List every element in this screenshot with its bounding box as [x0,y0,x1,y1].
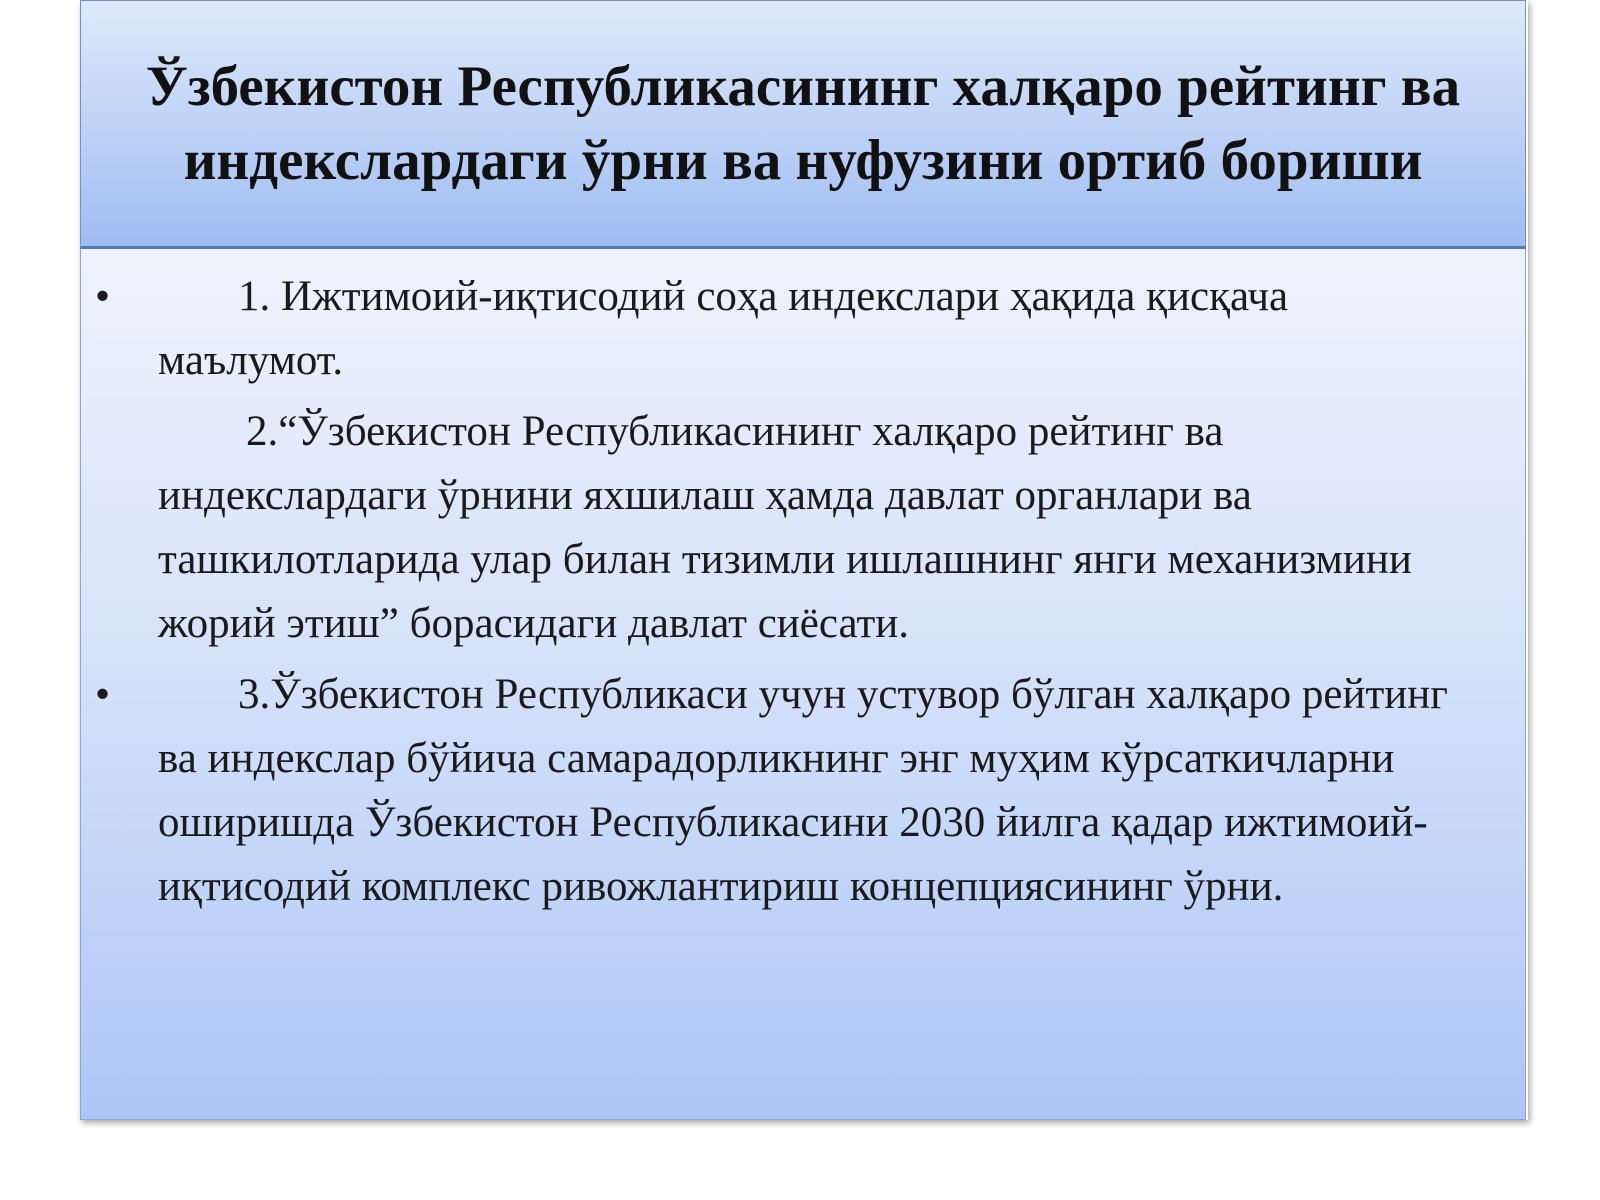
list-item [81,400,1527,656]
content-box [80,249,1526,1120]
title-box [80,0,1526,249]
list-item-text: 3.Ўзбекистон Республикаси учун устувор бўлган халқаро рейтинг ва индекслар бўйича самарадорликнинг энг муҳим кўрсаткичларни оширишда Ўзбекистон Республикасини 2030 йилга қадар ижтимоий-иқтисодий комплекс ривожлантириш концепциясининг ўрни. [158,671,1448,910]
bullet-icon: • [95,671,111,718]
slide [80,0,1528,1120]
list-item-text: 2.“Ўзбекистон Республикасининг халқаро рейтинг ва индекслардаги ўрнини яхшилаш ҳамда давлат органлари ва ташкилотларида улар билан тизимли ишлашнинг янги механизмини жорий этиш” борасидаги давлат сиёсати. [158,408,1412,647]
list-item [81,663,1527,919]
bullet-icon: • [95,273,111,320]
list-item [81,265,1527,393]
list-item-text: 1. Ижтимоий-иқтисодий соҳа индекслари ҳақида қисқача маълумот. [158,273,1289,384]
slide-title: Ўзбекистон Республикасининг халқаро рейтинг ва индекслардаги ўрни ва нуфузини ортиб бориши [145,54,1461,192]
